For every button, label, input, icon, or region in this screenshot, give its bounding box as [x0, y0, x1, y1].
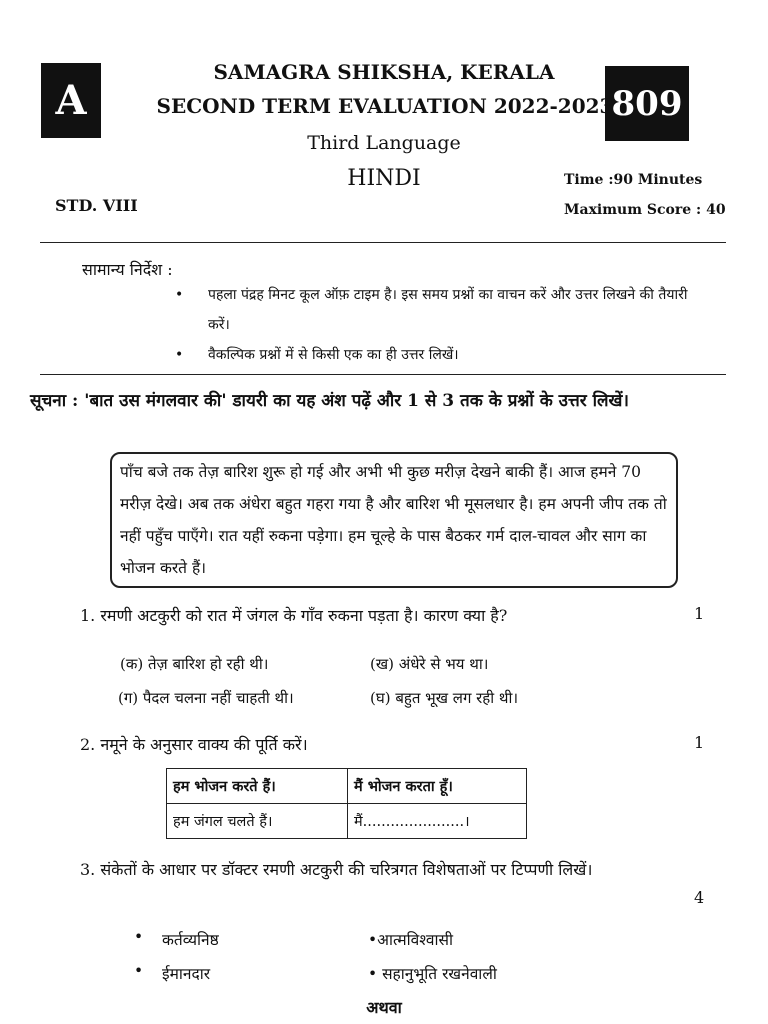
instruction-item: पहला पंद्रह मिनट कूल ऑफ़ टाइम है। इस समय प्रश्नों का वाचन करें और उत्तर लिखने की तैयारी करें।	[208, 287, 688, 333]
trait-item: कर्तव्यनिष्ठ	[162, 931, 219, 949]
instruction-item: वैकल्पिक प्रश्नों में से किसी एक का ही उत्तर लिखें।	[208, 347, 459, 363]
table-cell: हम भोजन करते हैं।	[167, 769, 348, 804]
trait-item: ईमानदार	[162, 965, 211, 983]
question-1-option-gha: (घ) बहुत भूख लग रही थी।	[370, 689, 519, 707]
sentence-completion-table	[166, 768, 527, 839]
question-1-option-kha: (ख) अंधेरे से भय था।	[370, 655, 489, 673]
organization-title: SAMAGRA SHIKSHA, KERALA	[213, 60, 555, 84]
subject-title: HINDI	[347, 166, 421, 191]
question-3: 3. संकेतों के आधार पर डॉक्टर रमणी अटकुरी की चरित्रगत विशेषताओं पर टिप्पणी लिखें।	[80, 860, 593, 879]
diary-passage-box: पाँच बजे तक तेज़ बारिश शुरू हो गई और अभी भी कुछ मरीज़ देखने बाकी हैं। आज हमने 70 मरीज़ देखे। अब तक अंधेरा बहुत गहरा गया है और बारिश भी मूसलधार है। हम अपनी जीप तक तो नहीं पहुँच पाएँगे। रात यहीं रुकना पड़ेगा। हम चूल्हे के पास बैठकर गर्म दाल-चावल और साग का भोजन करते हैं।	[110, 452, 678, 588]
standard-label: STD. VIII	[55, 196, 138, 215]
time-label: Time :90 Minutes	[564, 172, 703, 188]
exam-title: SECOND TERM EVALUATION 2022-2023	[156, 94, 614, 118]
instructions-heading: सामान्य निर्देश :	[82, 260, 173, 279]
trait-item: • सहानुभूति रखनेवाली	[368, 965, 497, 983]
set-label-badge: A	[41, 63, 101, 138]
question-2: 2. नमूने के अनुसार वाक्य की पूर्ति करें।	[80, 735, 308, 754]
max-score-label: Maximum Score : 40	[564, 202, 726, 218]
paper-code-badge: 809	[605, 66, 689, 141]
trait-bullet: •	[134, 962, 144, 980]
trait-bullet: •	[134, 928, 144, 946]
trait-item: •आत्मविश्वासी	[368, 931, 453, 949]
question-1-marks: 1	[694, 604, 705, 623]
or-label: अथवा	[366, 998, 402, 1017]
table-cell: हम जंगल चलते हैं।	[167, 804, 348, 839]
question-2-marks: 1	[694, 733, 705, 752]
question-3-marks: 4	[694, 888, 705, 907]
notice-text: सूचना : 'बात उस मंगलवार की' डायरी का यह अंश पढ़ें और 1 से 3 तक के प्रश्नों के उत्तर लिखें।	[30, 391, 629, 411]
language-label: Third Language	[307, 132, 461, 154]
instruction-bullet: •	[175, 347, 184, 363]
table-cell: मैं भोजन करता हूँ।	[348, 769, 527, 804]
table-row	[167, 769, 527, 804]
table-cell: मैं......................।	[348, 804, 527, 839]
header-divider	[40, 242, 726, 243]
question-1-option-ga: (ग) पैदल चलना नहीं चाहती थी।	[118, 689, 294, 707]
instructions-divider	[40, 374, 726, 375]
question-1-option-ka: (क) तेज़ बारिश हो रही थी।	[120, 655, 269, 673]
table-row	[167, 804, 527, 839]
instruction-bullet: •	[175, 287, 184, 303]
question-1: 1. रमणी अटकुरी को रात में जंगल के गाँव रुकना पड़ता है। कारण क्या है?	[80, 606, 508, 625]
